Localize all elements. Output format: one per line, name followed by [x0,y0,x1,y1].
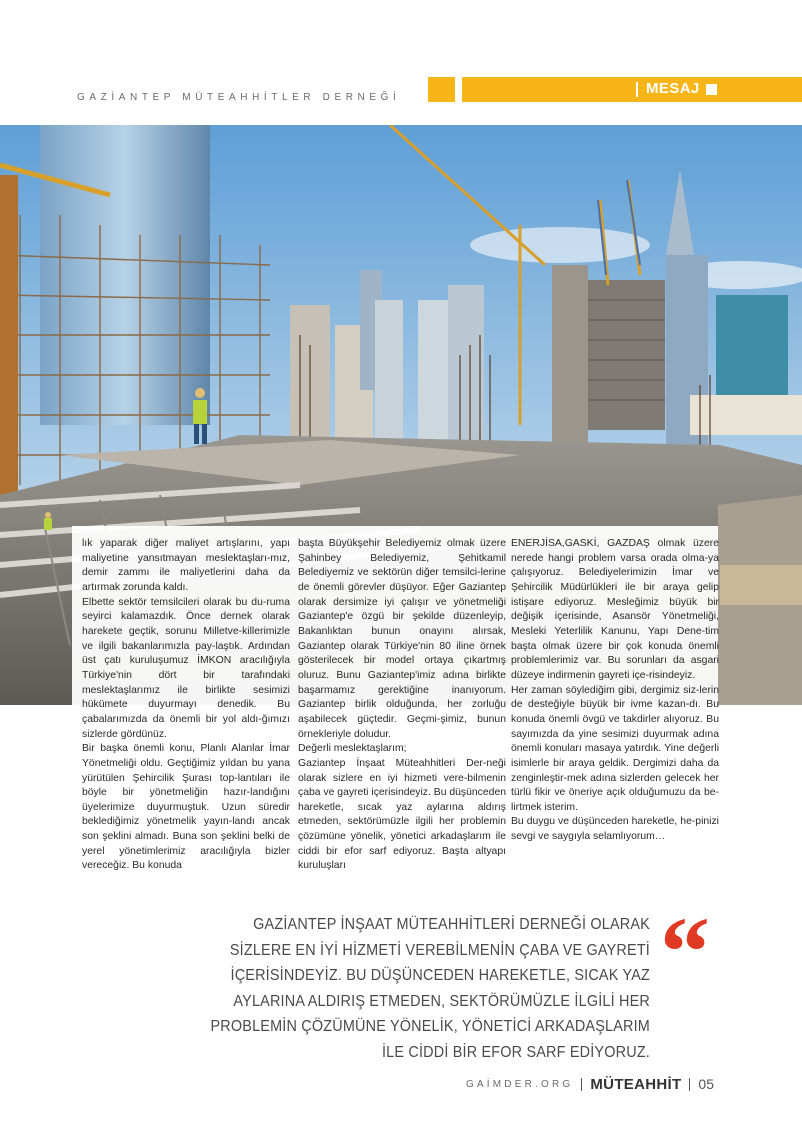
paragraph: Değerli meslektaşlarım; [298,743,407,755]
footer-divider [581,1078,582,1091]
section-divider [636,82,638,97]
paragraph: lık yaparak diğer maliyet artışlarını, yapı maliyetine yansıtmayan meslektaşları-mız, demir zammı ile maliyetlerini daha da artırmak zorunda kaldı. [82,538,290,593]
paragraph: Bu duygu ve düşünceden hareketle, he-pinizi sevgi ve saygıyla selamlıyorum… [511,816,719,843]
paragraph: Elbette sektör temsilcileri olarak bu du-ruma seyirci kalamazdık. Önce dernek olarak harekete geçtik, sorunu Milletve-killerimizle ve ilgili bakanlarımızla pay-laştık. Ardından üst çatı kuruluşumuz İMKON aracılığıyla Türkiye'nin dört bir tarafındaki meslektaşlarımız ile birlikte sesimizi hükümete duyurmayı denedik. Bu çabalarımızda da önemli bir yol aldı-ğımızı sizlerde gördünüz. [82,596,290,740]
paragraph: başta Büyükşehir Belediyemiz olmak üzere Şahinbey Belediyemiz, Şehitkamil Belediyemiz ve sektörün diğer temsilci-lerine de önemli görevler düşüyor. Eğer Gaziantep olarak dersimize iyi çalışır ve yönetmeliği Gaziantep'e özgü bir şekilde düzenleyip, Bakanlıktan bunun onayını alırsak, Gaziantep olarak Türkiye'nin 80 iline örnek gösterilecek bir model ortaya çıkartmış oluruz. Bunu Gaziantep'imiz adına birlikte başarmamız gerektiğine inanıyorum. Gaziantep birlik olduğunda, her zorluğu aşabilecek güçtedir. Geçmi-şimiz, bunun örnekleriyle doludur. [298,538,506,740]
paragraph: ENERJİSA,GASKİ, GAZDAŞ olmak üzere nerede hangi problem varsa orada olma-ya çalışıyoruz. Belediyelerimizin İmar ve Şehircilik Müdürlükleri ile bir araya gelip istişare ediyoruz. Mesleğimiz büyük bir değişik içerisinde, Asansör Yönetmeliği, Mesleki Yeterlilik Kanunu, Yapı Dene-tim başta olmak üzere bir çok konuda önemli problemlerimiz var. Bu sorunları da asgari düzeye indirmenin gayreti içe-risindeyiz. [511,538,719,681]
paragraph: Gaziantep İnşaat Müteahhitleri Der-neği olarak sizlere en iyi hizmeti vere-bilmenin çaba ve gayreti içerisindeyiz. Bu düşünceden hareketle, sıcak yaz aylarına aldırış etmeden, sektörümüzle ilgili her problemin çözümüne yönelik, yönetici arkadaşlarım ile ciddi bir efor sarf ediyoruz. Başta altyapı kuruluşları [298,757,506,872]
section-square-icon [706,84,717,95]
article-column-1 [82,537,290,874]
article-column-3 [511,537,719,845]
quote-mark-icon: “ [660,896,710,1007]
footer-website: GAİMDER.ORG [465,1078,574,1090]
header-org-name: GAZİANTEP MÜTEAHHİTLER DERNEĞİ [77,92,401,103]
footer-divider [689,1078,690,1091]
paragraph: Bir başka önemli konu, Planlı Alanlar İmar Yönetmeliği oldu. Geçtiğimiz yıldan bu yana yürütülen Şehircilik Şurası top-lantıları ile böyle bir yönetmeliğin hazır-landığını üyelerimize duyurmuştuk. Uzun süredir beklediğimiz yönetmelik yayın-landı ancak son şeklini almadı. Buna son şeklini belki de yerel yönetimlerimiz aracılığıyla bizler vereceğiz. Bu konuda [82,743,290,872]
pull-quote: GAZİANTEP İNŞAAT MÜTEAHHİTLERİ DERNEĞİ OLARAK SİZLERE EN İYİ HİZMETİ VEREBİLMENİN ÇABA VE GAYRETİ İÇERİSİNDEYİZ. BU DÜŞÜNCEDEN HAREKETLE, SICAK YAZ AYLARINA ALDIRIŞ ETMEDEN, SEKTÖRÜMÜZLE İLGİLİ HER PROBLEMİN ÇÖZÜMÜNE YÖNELİK, YÖNETİCİ ARKADAŞLARIM İLE CİDDİ BİR EFOR SARF EDİYORUZ. [210,916,651,1061]
section-bar [462,77,802,102]
page-footer [466,1074,714,1094]
footer-magazine-name: MÜTEAHHİT [590,1075,682,1093]
article-column-2 [298,537,506,874]
page-number: 05 [698,1076,714,1092]
header-accent-square [428,77,455,102]
section-label: MESAJ [646,80,700,97]
paragraph: Her zaman söylediğim gibi, dergimiz siz-lerin de desteğiyle büyük bir ivme kazan-dı. Bu konuda önemli övgü ve takdirler alıyoruz. Bu sayımızda da yine sesimizi duyurmak adına önemli konuları masaya yatırdık. Yine değerli isimlerle bir araya geldik. Dergimizi daha da zenginleştir-mek adına sizlerden gelecek her türlü fikir ve öneriye açık olduğumuzu da be-lirtmek isterim. [511,684,719,813]
